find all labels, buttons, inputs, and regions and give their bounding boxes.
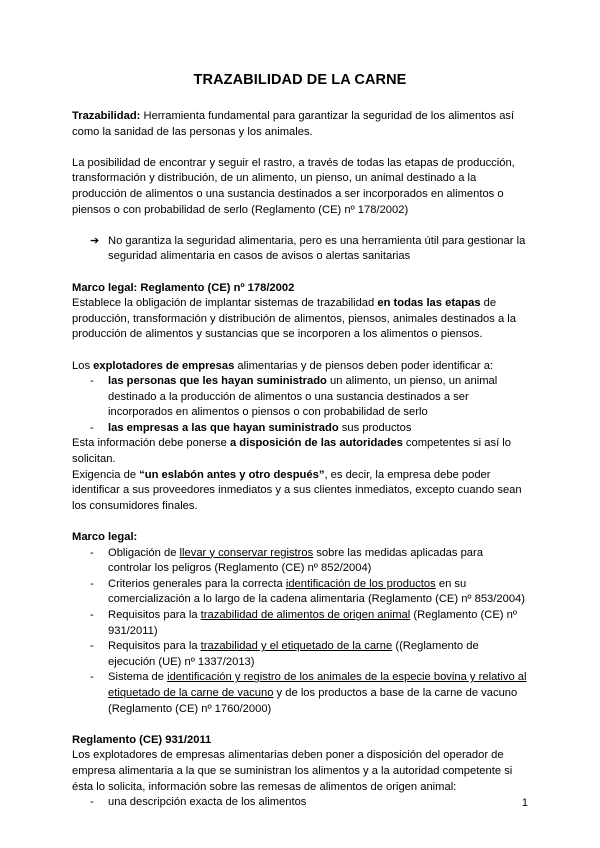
posibilidad-paragraph: La posibilidad de encontrar y seguir el rastro, a través de todas las etapas de producción, transformación y distribución, de un alimento, un pienso, un animal destinado a la producción de alimentos o una sustancia destinados a ser incorporados en alimentos o piensos o con probabilidad de serlo (Reglamento (CE) nº 178/2002) <box>72 156 515 216</box>
marco-legal-heading-2: Marco legal: <box>72 531 138 544</box>
page-number: 1 <box>521 797 528 809</box>
arrow-note-text: No garantiza la seguridad alimentaria, pero es una herramienta útil para gestionar la seguridad alimentaria en casos de avisos o alertas sanitarias <box>108 234 526 263</box>
list-item: - una descripción exacta de los alimentos <box>72 795 528 811</box>
document-body <box>72 109 528 811</box>
arrow-right-icon: ➔ <box>90 234 100 247</box>
list-item: - las empresas a las que hayan suministrado sus productos <box>72 421 528 437</box>
explotadores-paragraph: Los explotadores de empresas alimentarias y de piensos deben poder identificar a: <box>72 359 494 372</box>
arrow-note <box>72 234 528 265</box>
list-item: - Requisitos para la trazabilidad y el etiquetado de la carne ((Reglamento de ejecución (UE) nº 1337/2013) <box>72 639 528 670</box>
list-item: - las personas que les hayan suministrado un alimento, un pienso, un animal destinado a la producción de alimentos o una sustancia destinados a ser incorporados en alimentos o piensos o con probabilidad de serlo <box>72 374 528 421</box>
intro-term: Trazabilidad: <box>72 110 141 122</box>
list-item: - Requisitos para la trazabilidad de alimentos de origen animal (Reglamento (CE) nº 931/2011) <box>72 608 528 639</box>
list-item: - Obligación de llevar y conservar registros sobre las medidas aplicadas para controlar los peligros (Reglamento (CE) nº 852/2004) <box>72 546 528 577</box>
marco-legal-heading-1: Marco legal: Reglamento (CE) nº 178/2002 <box>72 281 295 294</box>
document-title: TRAZABILIDAD DE LA CARNE <box>193 72 407 88</box>
informacion-paragraph: Esta información debe ponerse a disposición de las autoridades competentes si así lo solicitan. <box>72 437 512 466</box>
intro-definition: Herramienta fundamental para garantizar la seguridad de los alimentos así como la sanidad de las personas y los animales. <box>72 110 515 138</box>
reglamento-931-list <box>72 795 528 811</box>
reglamento-931-paragraph: Los explotadores de empresas alimentarias deben poner a disposición del operador de empresa alimentaria a la que se suministran los alimentos y a la autoridad competente si ésta lo solicita, información sobre las remesas de alimentos de origen animal: <box>72 749 513 793</box>
intro-paragraph <box>72 109 528 140</box>
list-item: - Sistema de identificación y registro de los animales de la especie bovina y relativo al etiquetado de la carne de vacuno y de los productos a base de la carne de vacuno (Reglamento (CE) nº 1760/2000) <box>72 670 528 717</box>
explotadores-list <box>72 374 528 436</box>
reglamento-931-heading: Reglamento (CE) 931/2011 <box>72 733 212 746</box>
list-item: - Criterios generales para la correcta identificación de los productos en su comercialización a lo largo de la cadena alimentaria (Reglamento (CE) nº 853/2004) <box>72 577 528 608</box>
exigencia-paragraph: Exigencia de “un eslabón antes y otro después”, es decir, la empresa debe poder identificar a sus proveedores inmediatos y a sus clientes inmediatos, excepto cuando sean los consumidores finales. <box>72 468 522 512</box>
marco-legal-paragraph-1: Establece la obligación de implantar sistemas de trazabilidad en todas las etapas de producción, transformación y distribución de alimentos, piensos, animales destinados a la producción de alimentos y sustancias que se incorporen a los alimentos o piensos. <box>72 297 517 341</box>
marco-legal-list <box>72 546 528 718</box>
